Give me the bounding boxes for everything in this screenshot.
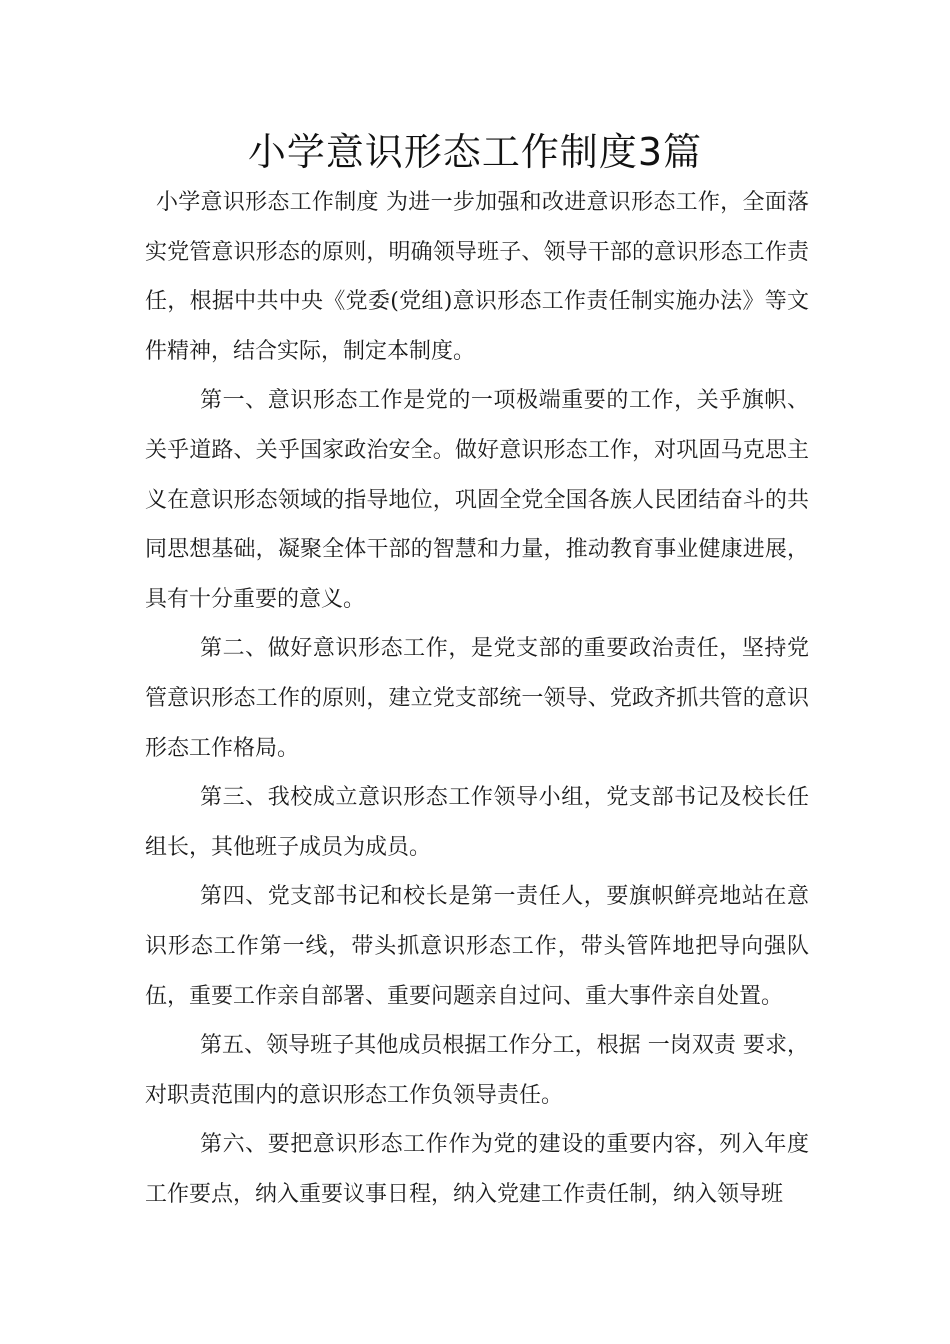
- paragraph-4: 第四、党支部书记和校长是第一责任人，要旗帜鲜亮地站在意识形态工作第一线，带头抓意识形态工作，带头管阵地把导向强队伍，重要工作亲自部署、重要问题亲自过问、重大事件亲自处置。: [145, 884, 809, 1009]
- paragraph-1: 第一、意识形态工作是党的一项极端重要的工作，关乎旗帜、关乎道路、关乎国家政治安全。做好意识形态工作，对巩固马克思主义在意识形态领域的指导地位，巩固全党全国各族人民团结奋斗的共同思想基础，凝聚全体干部的智慧和力量，推动教育事业健康进展，具有十分重要的意义。: [145, 388, 809, 612]
- paragraph-intro: 小学意识形态工作制度 为进一步加强和改进意识形态工作，全面落实党管意识形态的原则，明确领导班子、领导干部的意识形态工作责任，根据中共中央《党委(党组)意识形态工作责任制实施办法》等文件精神，结合实际，制定本制度。: [145, 190, 809, 364]
- document-title: 小学意识形态工作制度3篇: [247, 130, 703, 174]
- paragraph-2: 第二、做好意识形态工作，是党支部的重要政治责任，坚持党管意识形态工作的原则，建立党支部统一领导、党政齐抓共管的意识形态工作格局。: [145, 636, 809, 761]
- paragraph-5: 第五、领导班子其他成员根据工作分工，根据 一岗双责 要求，对职责范围内的意识形态工作负领导责任。: [145, 1033, 809, 1108]
- paragraph-3: 第三、我校成立意识形态工作领导小组，党支部书记及校长任组长，其他班子成员为成员。: [145, 785, 809, 860]
- paragraph-6: 第六、要把意识形态工作作为党的建设的重要内容，列入年度工作要点，纳入重要议事日程，纳入党建工作责任制，纳入领导班: [145, 1132, 809, 1207]
- document-body: [145, 178, 809, 1219]
